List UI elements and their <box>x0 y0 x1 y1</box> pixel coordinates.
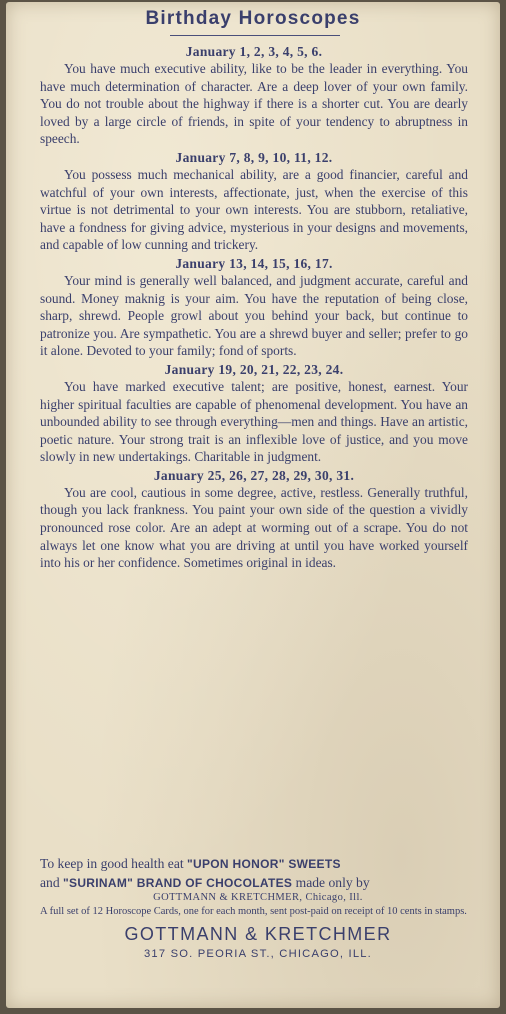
horoscope-section <box>40 256 468 360</box>
company-name: GOTTMANN & KRETCHMER <box>124 923 392 944</box>
date-range-heading: January 13, 14, 15, 16, 17. <box>175 255 333 271</box>
horoscope-text: Your mind is generally well balanced, and judgment accurate, careful and sound. Money maknig is your aim. You have the reputation of being close, sharp, shrewd. People growl about you behind your back, but continue to patronize you. Are sympathetic. You are a shrewd buyer and seller; prefer to go it alone. Devoted to your family; fond of sports. <box>40 272 468 359</box>
date-range-heading: January 1, 2, 3, 4, 5, 6. <box>185 44 323 59</box>
maker-line: GOTTMANN & KRETCHMER, Chicago, Ill. <box>153 892 363 904</box>
horoscope-section <box>40 44 468 148</box>
ad-line-1 <box>40 855 476 874</box>
advertisement-footer <box>40 855 476 962</box>
ad-line-2-post: made only by <box>295 874 370 890</box>
horoscope-section <box>40 150 468 254</box>
horoscope-card <box>6 2 500 1008</box>
mail-offer-note: A full set of 12 Horoscope Cards, one for each month, sent post-paid on receipt of 10 cents in stamps. <box>40 906 467 918</box>
ad-line-2 <box>40 874 476 893</box>
horoscope-text: You are cool, cautious in some degree, active, restless. Generally truthful, though you lack frankness. You paint your own side of the question a vividly pronounced rose color. Are an adept at worming out of a scrape. You do not always let one know what you are driving at until you have worked yourself into his or her confidence. Sometimes original in ideas. <box>40 484 468 571</box>
title-underline <box>170 35 340 36</box>
brand-sweets: "UPON HONOR" SWEETS <box>187 857 341 871</box>
horoscope-text: You possess much mechanical ability, are a good financier, careful and watchful of your own interests, affectionate, just, when the exercise of this virtue is not detrimental to your own interests. You are stubborn, retaliative, have a fondness for giving advice, mysterious in your designs and movements, and capable of low cunning and trickery. <box>40 166 468 253</box>
ad-line-1-text: To keep in good health eat <box>40 856 184 871</box>
date-range-heading: January 25, 26, 27, 28, 29, 30, 31. <box>153 467 355 483</box>
horoscope-section <box>40 362 468 466</box>
horoscope-text: You have marked executive talent; are positive, honest, earnest. Your higher spiritual faculties are capable of phenomenal development. You have an unbounded ability to see through everything—men and things. Have an artistic, poetic nature. Your strong trait is an inflexible love of justice, and you move slowly in new undertakings. Charitable in judgment. <box>40 378 468 465</box>
date-range-heading: January 7, 8, 9, 10, 11, 12. <box>175 149 333 165</box>
ad-line-2-pre: and <box>40 874 60 890</box>
brand-chocolates: "SURINAM" BRAND OF CHOCOLATES <box>63 875 293 890</box>
horoscope-section <box>40 468 468 572</box>
horoscope-sections <box>40 42 468 572</box>
horoscope-text: You have much executive ability, like to be the leader in everything. You have much determination of character. Are a deep lover of your own family. You do not trouble about the highway if there is a shorter cut. You are dearly loved by a large circle of friends, in spite of your tendency to abruptness in speech. <box>40 61 468 147</box>
company-address: 317 SO. PEORIA ST., CHICAGO, ILL. <box>144 947 372 960</box>
date-range-heading: January 19, 20, 21, 22, 23, 24. <box>164 361 344 377</box>
card-title: Birthday Horoscopes <box>145 8 361 29</box>
